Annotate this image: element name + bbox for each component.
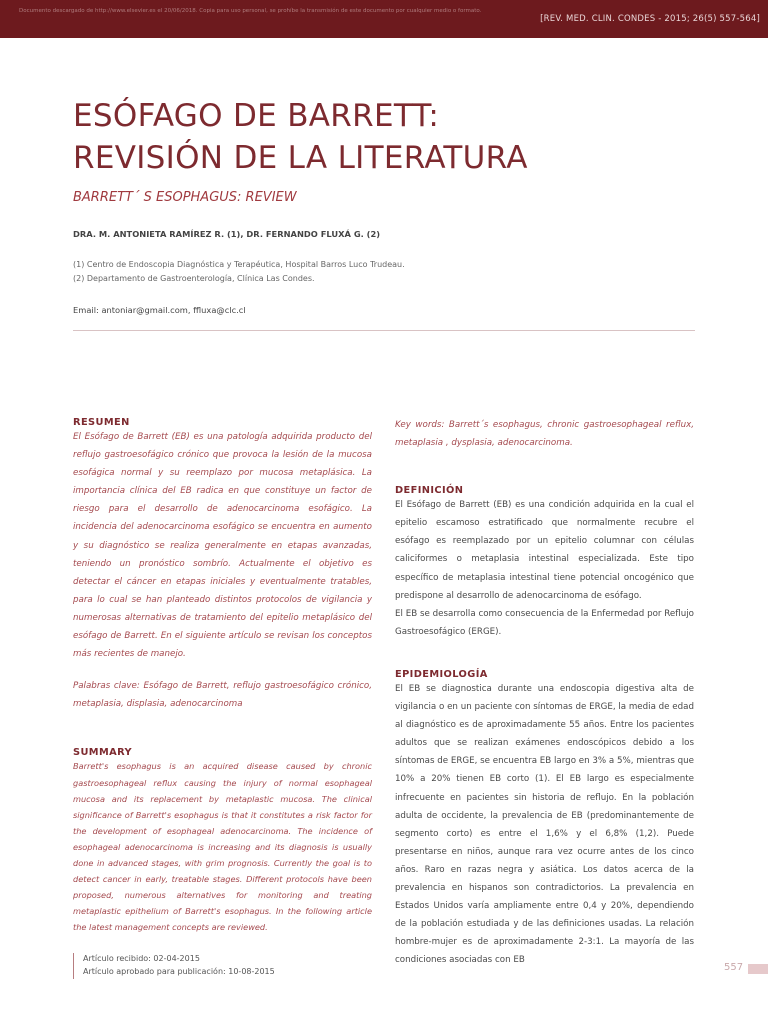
approved-date: Artículo aprobado para publicación: 10-08-2015	[83, 966, 275, 976]
affiliation-1: (1) Centro de Endoscopia Diagnóstica y Terapéutica, Hospital Barros Luco Trudeau.	[73, 260, 405, 269]
right-column	[395, 416, 694, 969]
footer-accent-line	[73, 953, 74, 979]
page-marker	[748, 964, 768, 974]
affiliation-2: (2) Departamento de Gastroenterología, Clínica Las Condes.	[73, 274, 315, 283]
summary-text: Barrett's esophagus is an acquired disease caused by chronic gastroesophageal reflux causing the injury of normal esophageal mucosa and its replacement by metaplastic mucosa. The clinical significance of Barrett's esophagus is that it constitutes a risk factor for the development of esophageal adenocarcinoma. The incidence of esophageal adenocarcinoma is increasing and its diagnosis is usually done in advanced stages, with grim prognosis. Currently the goal is to detect cancer in early, treatable stages. Different protocols have been proposed, numerous alternatives for monitoring and treating metaplastic epithelium of Barrett's esophagus. In the following article the latest management concepts are reviewed.	[73, 761, 372, 933]
definicion-heading: DEFINICIÓN	[395, 485, 464, 497]
article-subtitle: BARRETT´ S ESOPHAGUS: REVIEW	[73, 190, 297, 205]
article-title-line2: REVISIÓN DE LA LITERATURA	[73, 140, 528, 176]
resumen-text: El Esófago de Barrett (EB) es una patología adquirida producto del reflujo gastroesofágico crónico que provoca la lesión de la mucosa esofágica normal y su reemplazo por mucosa metaplásica. La importancia clínica del EB radica en que constituye un factor de riesgo para el desarrollo de adenocarcinoma esofágico. La incidencia del adenocarcinoma esofágico se encuentra en aumento y su diagnóstico se realiza generalmente en etapas avanzadas, teniendo un pronóstico sombrío. Actualmente el objetivo es detectar el cáncer en etapas iniciales y eventualmente tratables, para lo cual se han planteado distintos protocolos de vigilancia y numerosas alternativas de tratamiento del epitelio metaplásico del esófago de Barrett. En el siguiente artículo se revisan los conceptos más recientes de manejo.	[73, 432, 372, 660]
received-date: Artículo recibido: 02-04-2015	[83, 954, 200, 963]
journal-citation: [REV. MED. CLIN. CONDES - 2015; 26(5) 557-564]	[540, 14, 760, 24]
page-number: 557	[724, 962, 744, 973]
definicion-p2: El EB se desarrolla como consecuencia de la Enfermedad por Reflujo Gastroesofágico (ERGE).	[395, 608, 694, 637]
header-divider	[73, 330, 695, 331]
header-bar	[0, 0, 768, 38]
epidemiologia-text: El EB se diagnostica durante una endoscopia digestiva alta de vigilancia o en un paciente con síntomas de ERGE, la media de edad al diagnóstico es de aproximadamente 55 años. Entre los pacientes adultos que se realizan exámenes endoscópicos debido a los síntomas de ERGE, se encuentra EB largo en 3% a 5%, mientras que 10% a 20% tienen EB corto (1). El EB largo es especialmente infrecuente en pacientes sin historia de reflujo. En la población adulta de occidente, la prevalencia de EB (predominantemente de segmento corto) es entre el 1,6% y el 6,8% (1,2). Puede presentarse en niños, aunque rara vez ocurre antes de los cinco años. Raro en razas negra y asiática. Los datos acerca de la prevalencia en hispanos son contradictorios. La prevalencia en Estados Unidos varía ampliamente entre 0,4 y 20%, dependiendo de la población estudiada y de las definiciones usadas. La relación hombre-mujer es de aproximadamente 2-3:1. La mayoría de las condiciones asociadas con EB	[395, 683, 694, 966]
article-title-line1: ESÓFAGO DE BARRETT:	[73, 98, 440, 134]
contact-email: Email: antoniar@gmail.com, ffluxa@clc.cl	[73, 305, 246, 315]
palabras-clave: Palabras clave: Esófago de Barrett, reflujo gastroesofágico crónico, metaplasia, displasia, adenocarcinoma	[73, 681, 372, 710]
left-column	[73, 417, 372, 935]
download-disclaimer: Documento descargado de http://www.elsevier.es el 20/06/2018. Copia para uso personal, se prohíbe la transmisión de este documento por cualquier medio o formato.	[19, 8, 482, 14]
summary-heading: SUMMARY	[73, 747, 132, 759]
affiliations	[73, 258, 405, 286]
resumen-heading: RESUMEN	[73, 417, 130, 428]
article-dates	[83, 953, 275, 978]
article-title	[73, 95, 528, 179]
article-authors: DRA. M. ANTONIETA RAMÍREZ R. (1), DR. FERNANDO FLUXÁ G. (2)	[73, 229, 381, 239]
definicion-p1: El Esófago de Barrett (EB) es una condición adquirida en la cual el epitelio escamoso estratificado que normalmente recubre el esófago es reemplazado por un epitelio columnar con células caliciformes o metaplasia intestinal especializada. Este tipo específico de metaplasia intestinal tiene potencial oncogénico que predispone al desarrollo de adenocarcinoma de esófago.	[395, 500, 694, 601]
key-words: Key words: Barrett´s esophagus, chronic gastroesophageal reflux, metaplasia , dysplasia, adenocarcinoma.	[395, 420, 694, 449]
epidemiologia-heading: EPIDEMIOLOGÍA	[395, 668, 488, 680]
